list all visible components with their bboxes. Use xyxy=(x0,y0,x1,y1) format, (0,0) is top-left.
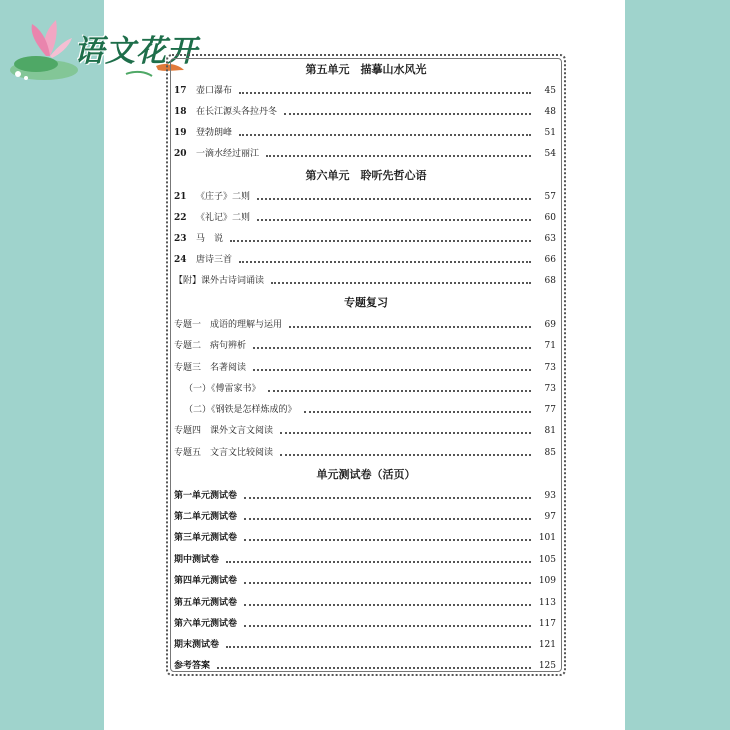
entry-page: 60 xyxy=(544,213,556,223)
entry-title: 在长江源头各拉丹冬 xyxy=(196,107,278,117)
entry-title: 壶口瀑布 xyxy=(196,86,233,96)
entry-title: （二）《钢铁是怎样炼成的》 xyxy=(184,405,297,415)
toc-entry[interactable] xyxy=(174,403,556,417)
entry-title: 一滴水经过丽江 xyxy=(196,149,260,159)
entry-number: 24 xyxy=(174,255,187,265)
entry-page: 66 xyxy=(544,255,556,265)
toc-entry[interactable] xyxy=(174,510,556,524)
toc-entry[interactable] xyxy=(174,596,556,610)
toc-entry[interactable] xyxy=(174,147,556,161)
section-title: 第五单元 描摹山水风光 xyxy=(305,63,427,76)
entry-number: 21 xyxy=(174,192,187,202)
leader-dots xyxy=(304,410,531,413)
entry-page: 45 xyxy=(544,86,556,96)
entry-title: 第五单元测试卷 xyxy=(174,598,238,608)
entry-page: 51 xyxy=(544,128,556,138)
toc-entry[interactable] xyxy=(174,253,556,267)
toc-entry[interactable] xyxy=(174,531,556,545)
entry-page: 69 xyxy=(544,320,556,330)
leader-dots xyxy=(230,239,531,242)
entry-title: 第四单元测试卷 xyxy=(174,576,238,586)
entry-page: 101 xyxy=(538,533,556,543)
entry-title: 专题一 成语的理解与运用 xyxy=(174,320,283,330)
leader-dots xyxy=(244,603,531,606)
entry-page: 81 xyxy=(544,426,556,436)
entry-page: 57 xyxy=(544,192,556,202)
section-title: 单元测试卷（活页） xyxy=(316,468,416,481)
leader-dots xyxy=(244,581,531,584)
toc-entry[interactable] xyxy=(174,382,556,396)
leader-dots xyxy=(266,154,531,157)
section-title: 专题复习 xyxy=(344,296,388,309)
entry-page: 109 xyxy=(538,576,556,586)
entry-title: 第一单元测试卷 xyxy=(174,491,238,501)
entry-title: 【附】课外古诗词诵读 xyxy=(174,276,265,286)
entry-title: 第二单元测试卷 xyxy=(174,512,238,522)
entry-page: 113 xyxy=(538,598,556,608)
leader-dots xyxy=(244,538,531,541)
toc-entry[interactable] xyxy=(174,232,556,246)
entry-page: 54 xyxy=(544,149,556,159)
leader-dots xyxy=(244,517,531,520)
entry-title: 专题二 病句辨析 xyxy=(174,341,247,351)
toc-entry[interactable] xyxy=(174,361,556,375)
entry-title: 《庄子》二则 xyxy=(196,192,251,202)
leader-dots xyxy=(257,218,531,221)
entry-page: 105 xyxy=(538,555,556,565)
entry-page: 73 xyxy=(544,363,556,373)
entry-page: 85 xyxy=(544,448,556,458)
toc-entry[interactable] xyxy=(174,446,556,460)
entry-number: 19 xyxy=(174,128,187,138)
logo-text: 语文花开 xyxy=(74,34,198,69)
entry-title: 第三单元测试卷 xyxy=(174,533,238,543)
entry-title: 登勃朗峰 xyxy=(196,128,233,138)
toc-entry[interactable] xyxy=(174,574,556,588)
toc-entry[interactable] xyxy=(174,190,556,204)
entry-page: 117 xyxy=(538,619,556,629)
entry-page: 97 xyxy=(544,512,556,522)
leader-dots xyxy=(253,346,531,349)
entry-number: 22 xyxy=(174,213,187,223)
leader-dots xyxy=(268,389,531,392)
toc-entry[interactable] xyxy=(174,84,556,98)
toc-entry[interactable] xyxy=(174,424,556,438)
toc-entry[interactable] xyxy=(174,274,556,288)
entry-title: 期中测试卷 xyxy=(174,555,220,565)
leader-dots xyxy=(280,453,531,456)
entry-page: 125 xyxy=(538,661,556,671)
leader-dots xyxy=(239,91,531,94)
entry-title: 《礼记》二则 xyxy=(196,213,251,223)
entry-page: 93 xyxy=(544,491,556,501)
leader-dots xyxy=(239,260,531,263)
toc-entry[interactable] xyxy=(174,553,556,567)
entry-title: （一）《傅雷家书》 xyxy=(184,384,261,394)
entry-title: 专题三 名著阅读 xyxy=(174,363,247,373)
leader-dots xyxy=(244,624,531,627)
entry-title: 马 说 xyxy=(196,234,224,244)
entry-page: 73 xyxy=(544,384,556,394)
entry-number: 17 xyxy=(174,86,187,96)
entry-page: 68 xyxy=(544,276,556,286)
entry-title: 专题四 课外文言文阅读 xyxy=(174,426,274,436)
section-title: 第六单元 聆听先哲心语 xyxy=(305,169,427,182)
leader-dots xyxy=(239,133,531,136)
toc-entry[interactable] xyxy=(174,211,556,225)
entry-page: 71 xyxy=(544,341,556,351)
entry-page: 121 xyxy=(538,640,556,650)
leader-dots xyxy=(271,281,531,284)
entry-title: 唐诗三首 xyxy=(196,255,233,265)
toc-entry[interactable] xyxy=(174,105,556,119)
toc-entry[interactable] xyxy=(174,489,556,503)
toc-entry[interactable] xyxy=(174,638,556,652)
toc-entry[interactable] xyxy=(174,339,556,353)
leader-dots xyxy=(253,368,531,371)
leader-dots xyxy=(280,431,531,434)
entry-page: 48 xyxy=(544,107,556,117)
toc-entry[interactable] xyxy=(174,318,556,332)
entry-title: 第六单元测试卷 xyxy=(174,619,238,629)
entry-number: 23 xyxy=(174,234,187,244)
toc-entry[interactable] xyxy=(174,617,556,631)
leader-dots xyxy=(284,112,531,115)
entry-number: 20 xyxy=(174,149,187,159)
leader-dots xyxy=(226,645,531,648)
leader-dots xyxy=(257,197,531,200)
leader-dots xyxy=(217,666,531,669)
leader-dots xyxy=(289,325,531,328)
entry-number: 18 xyxy=(174,107,187,117)
entry-page: 77 xyxy=(544,405,556,415)
leader-dots xyxy=(226,560,531,563)
entry-title: 专题五 文言文比较阅读 xyxy=(174,448,274,458)
toc-entry[interactable] xyxy=(174,126,556,140)
entry-title: 参考答案 xyxy=(174,661,211,671)
toc-entry[interactable] xyxy=(174,659,556,673)
entry-page: 63 xyxy=(544,234,556,244)
entry-title: 期末测试卷 xyxy=(174,640,220,650)
leader-dots xyxy=(244,496,531,499)
